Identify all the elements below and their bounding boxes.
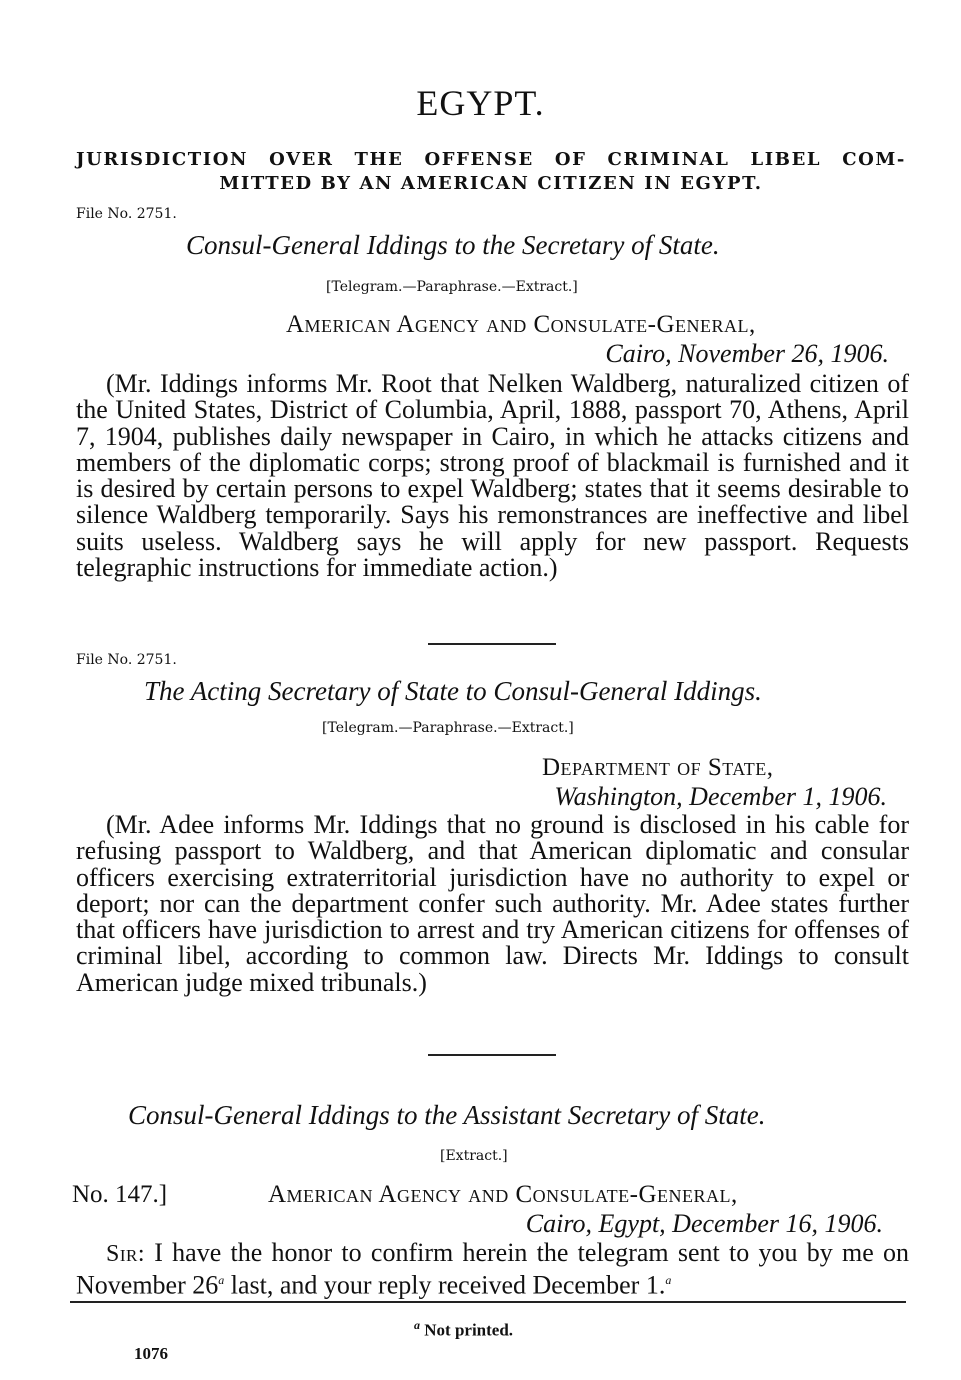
section-heading-line-2: MITTED BY AN AMERICAN CITIZEN IN EGYPT. <box>219 173 763 194</box>
letter-body: (Mr. Adee informs Mr. Iddings that no ground is disclosed in his cable for refusing passport to Waldberg, and that American diplomatic and consular officers exercising extraterritorial jurisdiction have no authority to expel or deport; nor can the department confer such authority. Mr. Adee states further that officers have jurisdiction to arrest and try American citizens for offenses of criminal libel, according to common law. Directs Mr. Iddings to consult American judge mixed tribunals.) <box>76 810 909 997</box>
letter-date: Washington, December 1, 1906. <box>554 782 887 811</box>
letter-place: American Agency and Consulate-General, <box>286 311 756 338</box>
letter-date: Cairo, November 26, 1906. <box>605 339 889 368</box>
letter-place: Department of State, <box>542 754 774 781</box>
file-number: File No. 2751. <box>76 652 177 668</box>
page-title: EGYPT. <box>416 83 545 123</box>
letter-body-text: I have the honor to confirm herein the telegram sent to you by me on November 26 <box>76 1238 909 1300</box>
footnote-marker: a <box>414 1318 420 1332</box>
section-divider <box>428 1054 556 1056</box>
letter-heading: Consul-General Iddings to the Secretary of State. <box>186 230 720 260</box>
section-divider <box>428 643 556 645</box>
letter-body-text: last, and your reply received December 1. <box>230 1270 666 1300</box>
section-heading-line-1: JURISDICTION OVER THE OFFENSE OF CRIMINAL LIBEL COM- <box>76 149 906 170</box>
dispatch-number: No. 147.] <box>72 1181 168 1208</box>
letter-note: [Telegram.—Paraphrase.—Extract.] <box>326 279 578 295</box>
letter-date: Cairo, Egypt, December 16, 1906. <box>525 1209 883 1238</box>
page-number: 1076 <box>134 1344 168 1363</box>
file-number: File No. 2751. <box>76 206 177 222</box>
section-heading <box>76 148 906 196</box>
letter-heading: Consul-General Iddings to the Assistant Secretary of State. <box>128 1100 766 1130</box>
letter-note: [Telegram.—Paraphrase.—Extract.] <box>322 720 574 736</box>
footnote-text: Not printed. <box>424 1320 514 1340</box>
footnote-reference: a <box>665 1273 672 1288</box>
letter-body: (Mr. Iddings informs Mr. Root that Nelken Waldberg, naturalized citizen of the United States, District of Columbia, April, 1888, passport 70, Athens, April 7, 1904, publishes daily newspaper in Cairo, in which he attacks citizens and members of the diplomatic corps; strong proof of blackmail is furnished and it is desired by certain persons to expel Waldberg; states that it seems desirable to silence Waldberg temporarily. Says his remonstrances are ineffective and libel suits useless. Waldberg says he will apply for new passport. Requests telegraphic instructions for immediate action.) <box>76 369 909 583</box>
footnote-rule <box>70 1301 906 1303</box>
footnote-reference: a <box>218 1273 225 1288</box>
letter-heading: The Acting Secretary of State to Consul-General Iddings. <box>144 676 762 706</box>
salutation: Sir: <box>106 1241 146 1267</box>
footnote <box>414 1318 513 1341</box>
letter-note: [Extract.] <box>440 1148 508 1164</box>
letter-place: American Agency and Consulate-General, <box>268 1181 738 1208</box>
letter-body <box>76 1240 909 1299</box>
